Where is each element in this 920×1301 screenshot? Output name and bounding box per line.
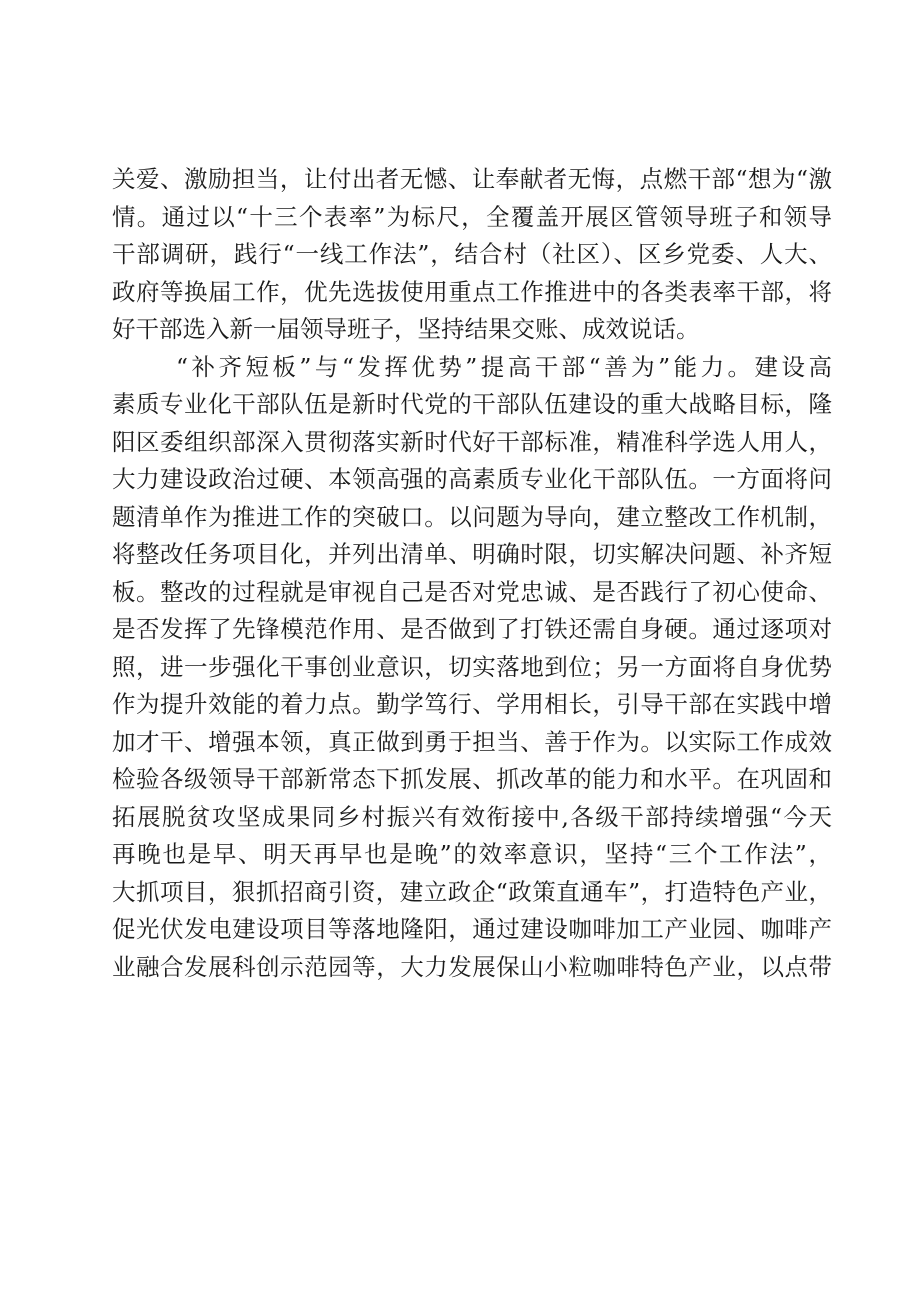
text-line: 阳区委组织部深入贯彻落实新时代好干部标准，精准科学选人用人， bbox=[112, 427, 832, 456]
text-line: 题清单作为推进工作的突破口。以问题为导向，建立整改工作机制， bbox=[112, 502, 832, 531]
text-line: 拓展脱贫攻坚成果同乡村振兴有效衔接中,各级干部持续增强“今天 bbox=[112, 802, 832, 831]
paragraph-1 bbox=[112, 161, 832, 349]
text-line bbox=[112, 986, 832, 1024]
text-line: 大力建设政治过硬、本领高强的高素质专业化干部队伍。一方面将问 bbox=[112, 465, 832, 493]
text-line: 加才干、增强本领，真正做到勇于担当、善于作为。以实际工作成效 bbox=[112, 727, 832, 756]
text-line: 情。通过以“十三个表率”为标尺，全覆盖开展区管领导班子和领导 bbox=[112, 202, 832, 231]
text-line: 大抓项目，狠抓招商引资，建立政企“政策直通车”，打造特色产业， bbox=[112, 877, 832, 906]
text-line: 作为提升效能的着力点。勤学笃行、学用相长，引导干部在实践中增 bbox=[112, 690, 832, 718]
text-line: 照，进一步强化干事创业意识，切实落地到位；另一方面将自身优势 bbox=[112, 652, 832, 681]
text-line: 素质专业化干部队伍是新时代党的干部队伍建设的重大战略目标，隆 bbox=[112, 390, 832, 418]
text-line: 业融合发展科创示范园等，大力发展保山小粒咖啡特色产业，以点带 bbox=[112, 952, 832, 981]
text-line: 干部调研，践行“一线工作法”，结合村（社区）、区乡党委、人大、 bbox=[112, 240, 832, 268]
text-line: 政府等换届工作，优先选拔使用重点工作推进中的各类表率干部，将 bbox=[112, 277, 832, 306]
text-line: 板。整改的过程就是审视自己是否对党忠诚、是否践行了初心使命、 bbox=[112, 577, 832, 606]
text-line: 再晚也是早、明天再早也是晚”的效率意识，坚持“三个工作法”， bbox=[112, 840, 832, 868]
text-line: 促光伏发电建设项目等落地隆阳，通过建设咖啡加工产业园、咖啡产 bbox=[112, 915, 832, 943]
document-body bbox=[112, 161, 832, 1024]
paragraph-2 bbox=[112, 349, 832, 1024]
text-line: 是否发挥了先锋模范作用、是否做到了打铁还需自身硬。通过逐项对 bbox=[112, 615, 832, 643]
text-line: “补齐短板”与“发挥优势”提高干部“善为”能力。建设高 bbox=[176, 352, 832, 381]
text-line: 将整改任务项目化，并列出清单、明确时限，切实解决问题、补齐短 bbox=[112, 540, 832, 568]
text-line: 关爱、激励担当，让付出者无憾、让奉献者无悔，点燃干部“想为“激 bbox=[112, 165, 832, 193]
text-line: 检验各级领导干部新常态下抓发展、抓改革的能力和水平。在巩固和 bbox=[112, 765, 832, 793]
text-line: 好干部选入新一届领导班子，坚持结果交账、成效说话。 bbox=[112, 315, 700, 343]
